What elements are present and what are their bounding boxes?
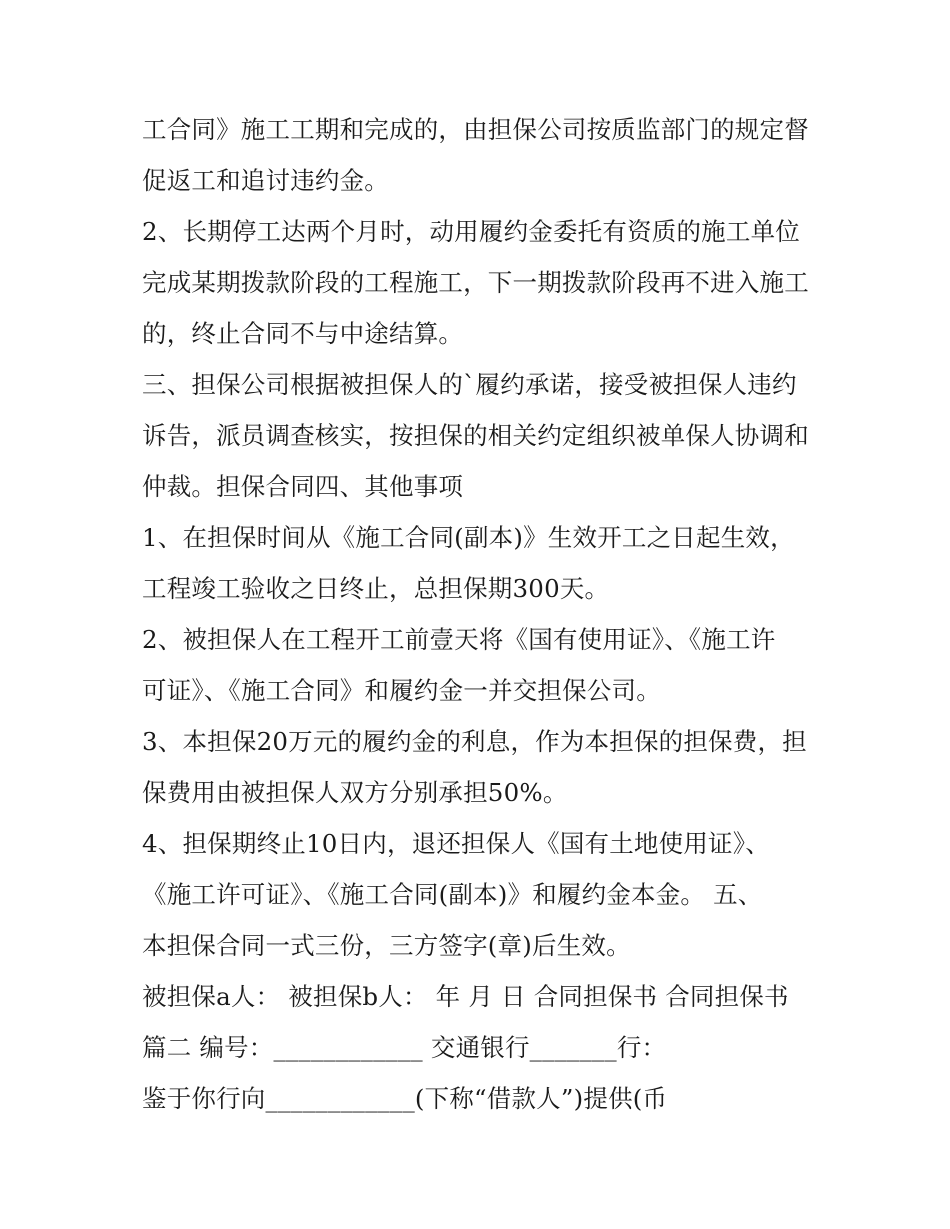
text-line: 工程竣工验收之日终止，总担保期300天。 <box>142 574 610 603</box>
text-line: 1、在担保时间从《施工合同(副本)》生效开工之日起生效， <box>142 523 795 552</box>
text-line: 诉告，派员调查核实，按担保的相关约定组织被单保人协调和 <box>142 421 809 450</box>
text-line: 被担保a人： 被担保b人： 年 月 日 合同担保书 合同担保书 <box>142 982 789 1011</box>
text-line: 2、长期停工达两个月时，动用履约金委托有资质的施工单位 <box>142 217 800 246</box>
text-line: 工合同》施工工期和完成的，由担保公司按质监部门的规定督 <box>142 115 809 144</box>
text-line: 鉴于你行向____________(下称“借款人”)提供(币 <box>142 1084 668 1113</box>
text-line: 本担保合同一式三份，三方签字(章)后生效。 <box>142 931 631 960</box>
text-line: 2、被担保人在工程开工前壹天将《国有使用证》、《施工许 <box>142 625 776 654</box>
text-line: 可证》、《施工合同》和履约金一并交担保公司。 <box>142 676 661 705</box>
text-line: 促返工和追讨违约金。 <box>142 166 389 195</box>
text-line: 的，终止合同不与中途结算。 <box>142 319 464 348</box>
text-line: 《施工许可证》、《施工合同(副本)》和履约金本金。 五、 <box>142 880 763 909</box>
text-line: 仲裁。担保合同四、其他事项 <box>142 472 464 501</box>
text-line: 4、担保期终止10日内，退还担保人《国有土地使用证》、 <box>142 829 770 858</box>
document-body <box>142 104 842 1124</box>
text-line: 篇二 编号：____________ 交通银行_______行： <box>142 1033 667 1062</box>
text-line: 三、担保公司根据被担保人的`履约承诺，接受被担保人违约 <box>142 370 797 399</box>
text-line: 完成某期拨款阶段的工程施工，下一期拨款阶段再不进入施工 <box>142 268 809 297</box>
text-line: 3、本担保20万元的履约金的利息，作为本担保的担保费，担 <box>142 727 807 756</box>
text-line: 保费用由被担保人双方分别承担50%。 <box>142 778 568 807</box>
